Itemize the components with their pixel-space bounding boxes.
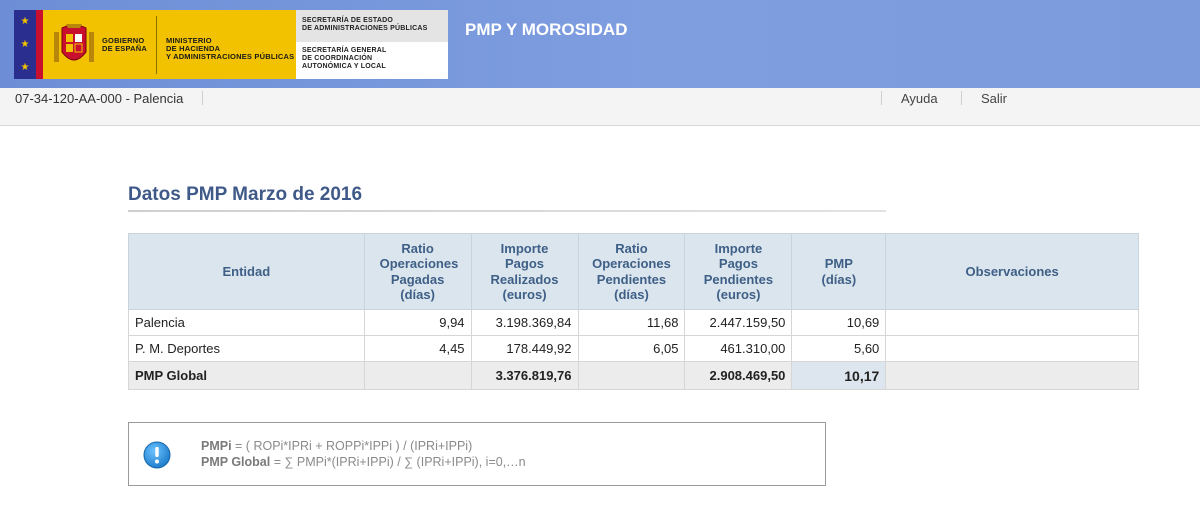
secretariat-general-text: SECRETARÍA GENERAL DE COORDINACIÓN AUTONÓMICA Y LOCAL xyxy=(302,47,387,70)
government-logo xyxy=(14,10,448,79)
col-header-importe-pendientes: Importe Pagos Pendientes (euros) xyxy=(685,234,792,310)
cell-total-ratio-pagadas xyxy=(364,362,471,390)
secretariat-state-text: SECRETARÍA DE ESTADO DE ADMINISTRACIONES PÚBLICAS xyxy=(296,10,448,42)
cell-importe-realizados: 178.449,92 xyxy=(471,336,578,362)
cell-total-label: PMP Global xyxy=(129,362,365,390)
cell-ratio-pendientes: 11,68 xyxy=(578,310,685,336)
top-navbar xyxy=(0,88,1200,126)
cell-importe-realizados: 3.198.369,84 xyxy=(471,310,578,336)
ministry-text: MINISTERIO DE HACIENDA Y ADMINISTRACIONES PÚBLICAS xyxy=(166,36,295,61)
cell-ratio-pagadas: 4,45 xyxy=(364,336,471,362)
cell-pmp: 10,69 xyxy=(792,310,886,336)
col-header-importe-realizados: Importe Pagos Realizados (euros) xyxy=(471,234,578,310)
table-row xyxy=(129,310,1139,336)
cell-total-importe-realizados: 3.376.819,76 xyxy=(471,362,578,390)
formula-info-box xyxy=(128,422,826,486)
cell-total-importe-pendientes: 2.908.469,50 xyxy=(685,362,792,390)
cell-observaciones xyxy=(886,336,1139,362)
nav-divider xyxy=(202,91,203,105)
cell-total-observaciones xyxy=(886,362,1139,390)
title-divider xyxy=(128,210,886,212)
nav-divider xyxy=(961,91,962,105)
cell-ratio-pendientes: 6,05 xyxy=(578,336,685,362)
formula-pmp-global: PMP Global = ∑ PMPi*(IPRi+IPPi) / ∑ (IPRi+IPPi), i=0,…n xyxy=(201,455,526,469)
page-title: Datos PMP Marzo de 2016 xyxy=(128,184,363,205)
entity-selector[interactable]: 07-34-120-AA-000 - Palencia xyxy=(15,91,184,106)
coat-of-arms-icon xyxy=(52,22,96,70)
info-icon xyxy=(143,441,171,469)
cell-ratio-pagadas: 9,94 xyxy=(364,310,471,336)
formula-pmpi: PMPi = ( ROPi*IPRi + ROPPi*IPPi ) / (IPRi+IPPi) xyxy=(201,439,473,453)
col-header-entidad: Entidad xyxy=(129,234,365,310)
gobierno-text: GOBIERNO DE ESPAÑA xyxy=(102,36,148,53)
app-title: PMP Y MOROSIDAD xyxy=(465,20,628,39)
table-total-row xyxy=(129,362,1139,390)
app-header xyxy=(0,0,1200,88)
col-header-pmp: PMP (días) xyxy=(792,234,886,310)
cell-importe-pendientes: 461.310,00 xyxy=(685,336,792,362)
secretariat-panel xyxy=(296,10,448,79)
help-link[interactable]: Ayuda xyxy=(901,91,938,106)
cell-entidad: Palencia xyxy=(129,310,365,336)
cell-importe-pendientes: 2.447.159,50 xyxy=(685,310,792,336)
logout-link[interactable]: Salir xyxy=(981,91,1008,106)
table-row xyxy=(129,336,1139,362)
col-header-ratio-pendientes: Ratio Operaciones Pendientes (días) xyxy=(578,234,685,310)
flag-red-stripe xyxy=(36,10,43,79)
nav-divider xyxy=(881,91,882,105)
table-header-row xyxy=(129,234,1139,310)
logo-divider xyxy=(156,16,157,74)
pmp-table xyxy=(128,233,1139,390)
cell-total-pmp: 10,17 xyxy=(792,362,886,390)
col-header-observaciones: Observaciones xyxy=(886,234,1139,310)
col-header-ratio-pagadas: Ratio Operaciones Pagadas (días) xyxy=(364,234,471,310)
cell-observaciones xyxy=(886,310,1139,336)
cell-pmp: 5,60 xyxy=(792,336,886,362)
gobierno-logo-panel xyxy=(14,10,296,79)
cell-entidad: P. M. Deportes xyxy=(129,336,365,362)
cell-total-ratio-pendientes xyxy=(578,362,685,390)
eu-flag-icon: ★ ★ ★ xyxy=(14,10,36,79)
